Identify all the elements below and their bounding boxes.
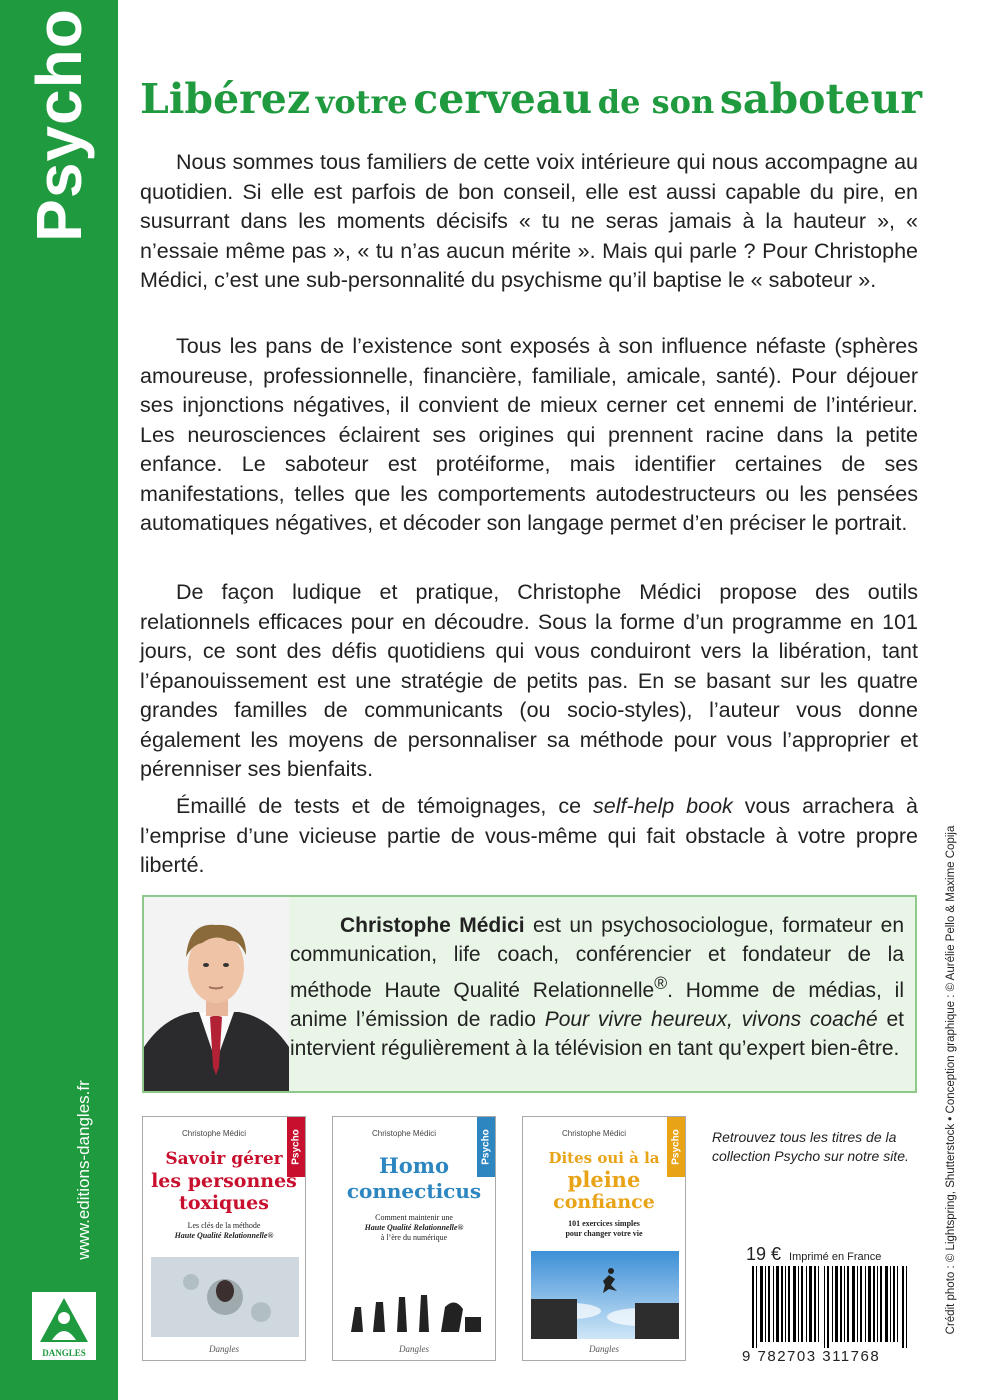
book-author: Christophe Médici <box>371 1129 437 1138</box>
book-title-line: Dites oui à la <box>548 1149 660 1167</box>
author-bio-box <box>142 895 917 1093</box>
collection-name: Psycho <box>23 8 95 242</box>
book-subtitle: 101 exercices simples <box>568 1219 640 1228</box>
book-cover-art <box>151 1257 299 1337</box>
title-word: cerveau <box>413 75 593 123</box>
book-tab: Psycho <box>477 1117 495 1177</box>
logo-icon <box>32 1292 96 1348</box>
title-word: de son <box>597 83 715 121</box>
radio-show: Pour vivre heureux, vivons coaché <box>544 1008 878 1031</box>
book-author: Christophe Médici <box>561 1129 627 1138</box>
related-book-3 <box>522 1116 686 1361</box>
author-photo <box>144 897 289 1091</box>
book-subtitle: à l’ère du numérique <box>380 1233 448 1242</box>
collection-note: Retrouvez tous les titres de la collection Psycho sur notre site. <box>712 1129 909 1164</box>
book-title <box>140 75 922 123</box>
title-word: votre <box>315 83 408 121</box>
title-word: Libérez <box>140 75 311 123</box>
book-subtitle: Comment maintenir une <box>375 1213 453 1222</box>
description-paragraph-3: De façon ludique et pratique, Christophe Médici propose des outils relationnels efficaces pour en découdre. Sous la forme d’un programme en 101 jours, ce sont des défis quotidiens qui vous conduiront vers la libération, tant l’épanouissement est une stratégie de petits pas. En se basant sur les quatre grandes familles de communicants (ou socio-styles), l’auteur vous donne également les moyens de personnaliser sa méthode pour vous l’approprier et pérenniser ses bienfaits. <box>140 580 918 781</box>
book-author: Christophe Médici <box>181 1129 247 1138</box>
book-publisher: Dangles <box>209 1344 239 1354</box>
description-paragraph-4: Émaillé de tests et de témoignages, ce self-help book vous arrachera à l’emprise d’une vicieuse partie de vous-même qui fait obstacle à votre propre liberté. <box>140 794 918 877</box>
photo-credits: Crédit photo : © Lightspring, Shutterstock • Conception graphique : © Aurélie Pello & Maxime Copija <box>945 825 957 1335</box>
isbn-number: 9 782703 311768 <box>742 1348 881 1365</box>
book-subtitle: Haute Qualité Relationnelle® <box>364 1223 464 1232</box>
logo-label: DANGLES <box>42 1348 86 1358</box>
book-title-line: Savoir gérer <box>165 1149 283 1169</box>
book-title-line: confiance <box>553 1191 655 1213</box>
related-book-1 <box>142 1116 306 1361</box>
barcode <box>740 1266 920 1348</box>
author-bio-text: Christophe Médici est un psychosociologue, formateur en communication, life coach, conférencier et fondateur de la méthode Haute Qualité Relationnelle®. Homme de médias, il anime l’émission de radio Pour vivre heureux, vivons coaché et intervient régulièrement à la télévision en tant qu’expert bien-être. <box>290 914 905 1060</box>
book-tab: Psycho <box>287 1117 305 1177</box>
book-title-line: Homo <box>378 1153 450 1178</box>
book-publisher: Dangles <box>399 1344 429 1354</box>
website-url: www.editions-dangles.fr <box>74 1080 93 1260</box>
book-cover-art <box>341 1267 489 1337</box>
price: 19 € <box>746 1244 782 1264</box>
book-title-line: pleine <box>567 1167 641 1192</box>
book-title-line: toxiques <box>179 1192 269 1214</box>
related-book-2 <box>332 1116 496 1361</box>
book-cover-art <box>531 1251 679 1339</box>
book-tab: Psycho <box>667 1117 685 1177</box>
book-publisher: Dangles <box>589 1344 619 1354</box>
spine-band <box>0 0 118 1400</box>
book-title-line: connecticus <box>346 1179 482 1203</box>
book-subtitle: Les clés de la méthode <box>187 1221 261 1230</box>
description-paragraph-1: Nous sommes tous familiers de cette voix intérieure qui nous accompagne au quotidien. Si elle est parfois de bon conseil, elle est aussi capable du pire, en susurrant dans les moments décisifs « tu ne seras jamais à la hauteur », « n’essaie même pas », « tu n’as aucun mérite ». Mais qui parle ? Pour Christophe Médici, c’est une sub-personnalité du psychisme qu’il baptise le « saboteur ». <box>140 150 918 292</box>
author-name: Christophe Médici <box>340 914 525 937</box>
book-title-line: les personnes <box>151 1170 297 1192</box>
book-subtitle: Haute Qualité Relationnelle® <box>174 1231 274 1240</box>
title-word: saboteur <box>719 75 922 123</box>
printed-in: Imprimé en France <box>789 1251 882 1263</box>
price-row <box>746 1244 926 1265</box>
publisher-logo <box>32 1292 96 1360</box>
description-paragraph-2: Tous les pans de l’existence sont exposés à son influence néfaste (sphères amoureuse, professionnelle, financière, familiale, amicale, santé). Pour déjouer ses injonctions négatives, il convient de mieux cerner cet ennemi de l’intérieur. Les neurosciences éclairent ses origines qui prennent racine dans la petite enfance. Le saboteur est protéiforme, mais identifier certaines de ses manifestations, telles que les comportements autodestructeurs ou les pensées automatiques négatives, et décoder son langage permet d’en préciser le portrait. <box>140 334 918 535</box>
book-subtitle: pour changer votre vie <box>565 1229 643 1238</box>
